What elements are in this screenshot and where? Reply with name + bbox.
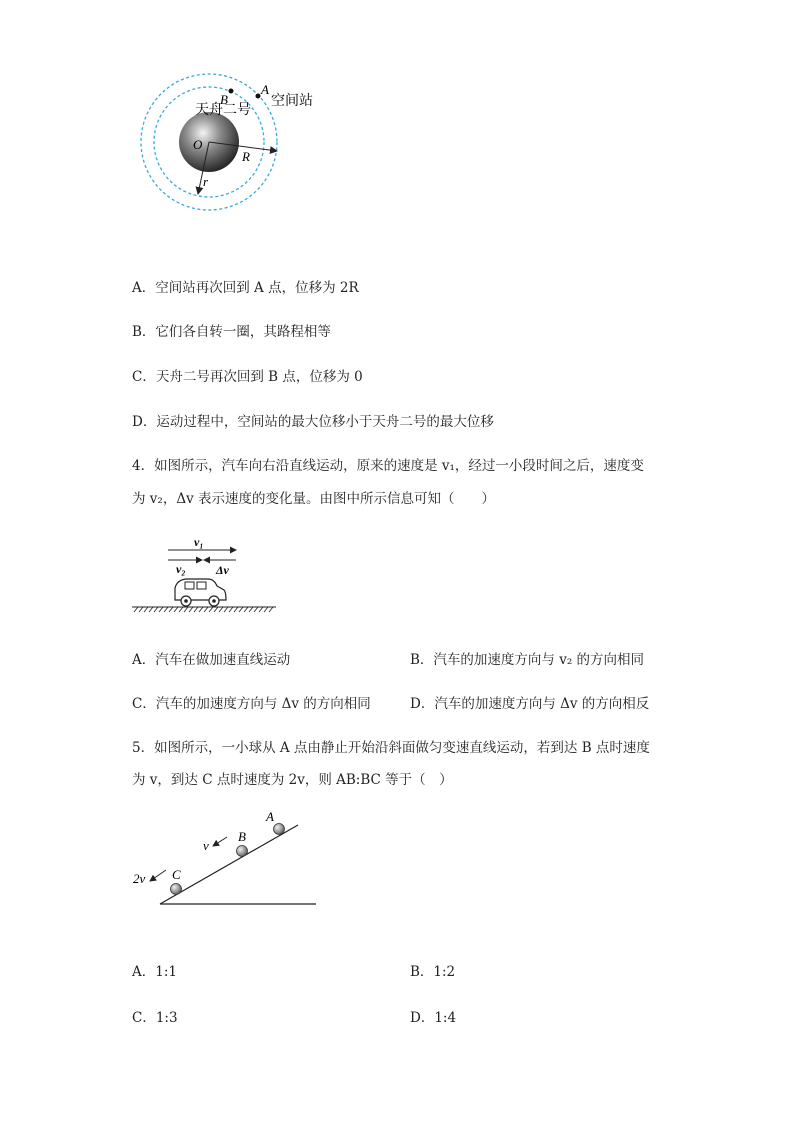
label-v: v: [203, 838, 209, 853]
q3-option-c: C．天舟二号再次回到 B 点，位移为 0: [132, 369, 363, 385]
q5-stem-line1: 5．如图所示，一小球从 A 点由静止开始沿斜面做匀变速直线运动，若到达 B 点时速度: [132, 740, 650, 756]
label-A: A: [266, 809, 274, 824]
ground-hatch: [134, 607, 273, 612]
q3-option-a: A．空间站再次回到 A 点，位移为 2R: [132, 280, 359, 296]
q5-option-c: C．1:3: [132, 1010, 178, 1026]
q5-option-a: A．1:1: [132, 964, 177, 980]
label-station: 空间站: [271, 94, 313, 109]
label-v1: v₁: [194, 535, 204, 549]
q4-option-c: C．汽车的加速度方向与 Δv 的方向相同: [132, 696, 371, 712]
label-A: A: [261, 82, 269, 97]
car-figure: [130, 530, 280, 620]
incline-figure: [130, 805, 330, 915]
orbit-figure: [130, 72, 350, 222]
ball-B: [237, 846, 248, 857]
label-O: O: [193, 137, 203, 152]
label-B: B: [238, 829, 246, 844]
q4-option-b: B．汽车的加速度方向与 v₂ 的方向相同: [410, 652, 645, 668]
q5-option-d: D．1:4: [410, 1010, 457, 1026]
label-shenzhou: 天舟二号: [195, 103, 251, 118]
q4-stem-line1: 4．如图所示，汽车向右沿直线运动，原来的速度是 v₁，经过一小段时间之后，速度变: [132, 458, 644, 474]
q4-option-d: D．汽车的加速度方向与 Δv 的方向相反: [410, 696, 650, 712]
q3-option-b: B．它们各自转一圈，其路程相等: [132, 324, 331, 340]
q5-option-b: B．1:2: [410, 964, 456, 980]
q4-stem-line2: 为 v₂，Δv 表示速度的变化量。由图中所示信息可知（ ）: [132, 491, 495, 507]
label-R: R: [242, 149, 250, 164]
label-C: C: [172, 867, 181, 882]
q4-option-a: A．汽车在做加速直线运动: [132, 652, 291, 668]
car-window: [197, 582, 206, 589]
ball-C: [171, 884, 182, 895]
car-wheel: [212, 599, 216, 603]
point-A-dot: [256, 94, 261, 99]
label-2v: 2v: [133, 871, 146, 886]
label-v2: v₂: [176, 562, 186, 576]
v-arrow: [213, 837, 227, 846]
car-wheel: [184, 599, 188, 603]
label-B: B: [220, 92, 228, 107]
label-dv: Δv: [216, 563, 229, 577]
ball-A: [274, 824, 285, 835]
point-B-dot: [229, 89, 234, 94]
label-r: r: [203, 174, 209, 189]
q5-stem-line2: 为 v，到达 C 点时速度为 2v，则 AB:BC 等于（ ）: [132, 772, 453, 788]
car-window: [185, 582, 194, 589]
q3-option-d: D．运动过程中，空间站的最大位移小于天舟二号的最大位移: [132, 414, 494, 430]
2v-arrow: [150, 870, 166, 881]
